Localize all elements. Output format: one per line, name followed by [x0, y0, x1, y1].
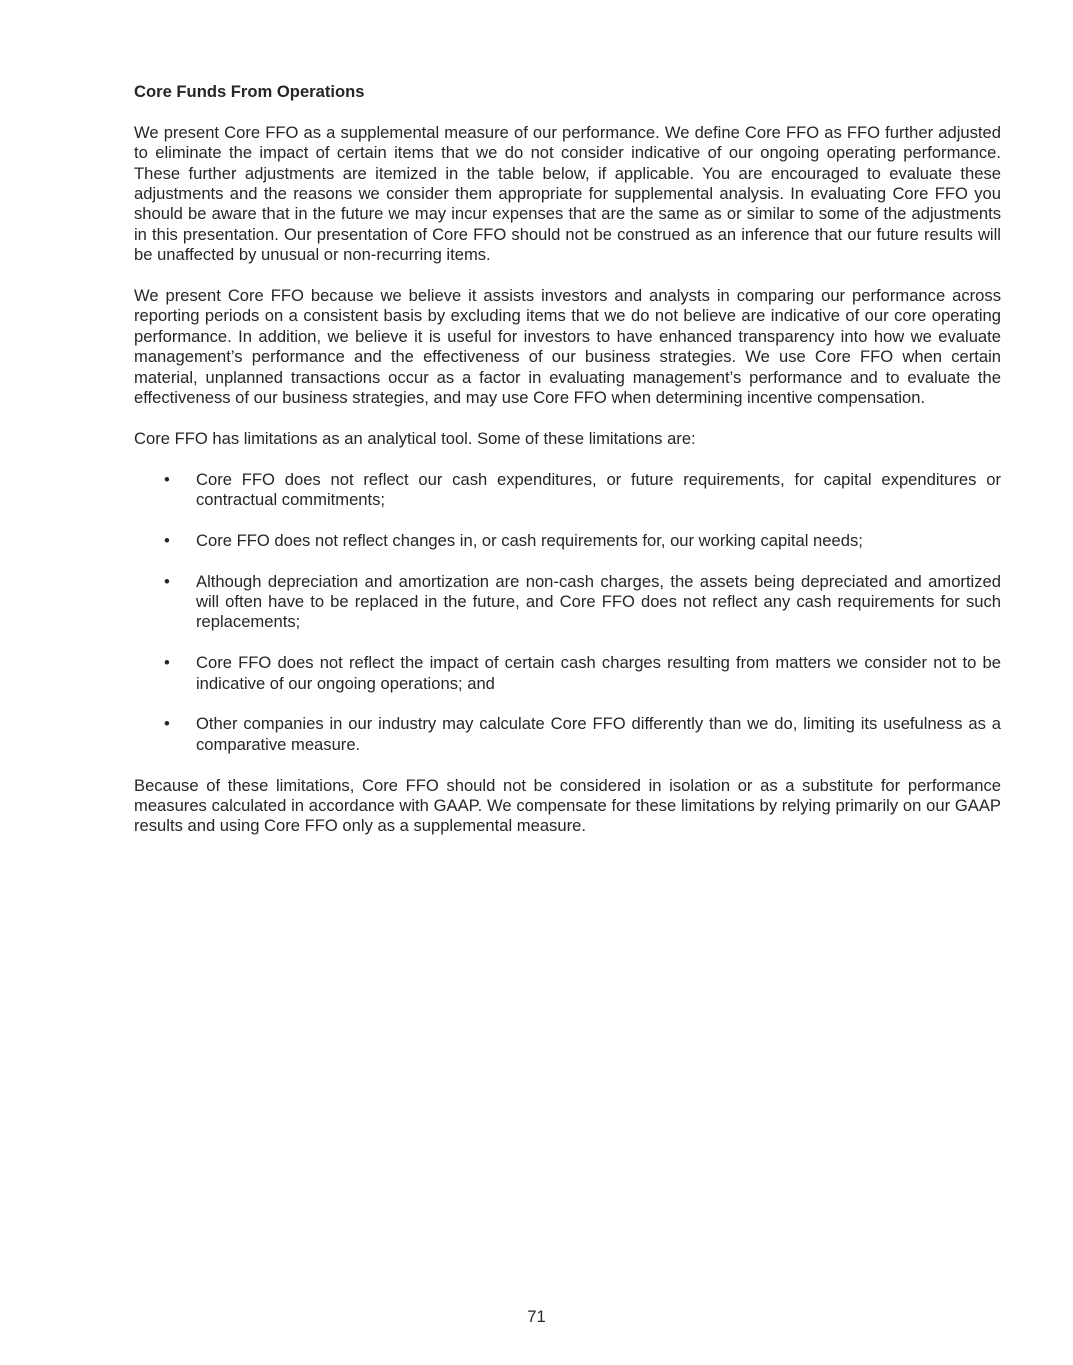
list-item-text: Core FFO does not reflect our cash expenditures, or future requirements, for capital expenditures or contractual commitments; — [196, 469, 1001, 510]
list-item — [134, 653, 1001, 694]
bullet-icon: • — [164, 530, 170, 550]
list-item — [134, 572, 1001, 633]
list-item-text: Other companies in our industry may calculate Core FFO differently than we do, limiting its usefulness as a comparative measure. — [196, 714, 1001, 754]
list-item-text: Although depreciation and amortization are non-cash charges, the assets being depreciated and amortized will often have to be replaced in the future, and Core FFO does not reflect any cash requirements for such replacements; — [196, 571, 1001, 632]
paragraph-definition: We present Core FFO as a supplemental measure of our performance. We define Core FFO as FFO further adjusted to eliminate the impact of certain items that we do not consider indicative of our ongoing operating performance. These further adjustments are itemized in the table below, if applicable. You are encouraged to evaluate these adjustments and the reasons we consider them appropriate for supplemental analysis. In evaluating Core FFO you should be aware that in the future we may incur expenses that are the same as or similar to some of the adjustments in this presentation. Our presentation of Core FFO should not be construed as an inference that our future results will be unaffected by unusual or non-recurring items. — [134, 122, 1001, 265]
paragraph-closing: Because of these limitations, Core FFO should not be considered in isolation or as a substitute for performance measures calculated in accordance with GAAP. We compensate for these limitations by relying primarily on our GAAP results and using Core FFO only as a supplemental measure. — [134, 775, 1001, 836]
bullet-icon: • — [164, 469, 170, 489]
list-item — [134, 470, 1001, 511]
bullet-icon: • — [164, 653, 170, 673]
limitations-list — [134, 470, 1001, 756]
section-heading: Core Funds From Operations — [134, 82, 365, 101]
bullet-icon: • — [164, 571, 170, 591]
list-item-text: Core FFO does not reflect changes in, or cash requirements for, our working capital needs; — [196, 530, 863, 550]
list-item — [134, 714, 1001, 755]
document-body — [134, 82, 1001, 857]
paragraph-rationale: We present Core FFO because we believe it assists investors and analysts in comparing our performance across reporting periods on a consistent basis by excluding items that we do not believe are indicative of our core operating performance. In addition, we believe it is useful for investors to have enhanced transparency into how we evaluate management’s performance and the effectiveness of our business strategies. We use Core FFO when certain material, unplanned transactions occur as a factor in evaluating management’s performance and to evaluate the effectiveness of our business strategies, and may use Core FFO when determining incentive compensation. — [134, 286, 1001, 408]
list-item-text: Core FFO does not reflect the impact of certain cash charges resulting from matters we consider not to be indicative of our ongoing operations; and — [196, 653, 1001, 693]
page-number: 71 — [527, 1307, 546, 1326]
paragraph-limitations-intro: Core FFO has limitations as an analytical tool. Some of these limitations are: — [134, 428, 696, 448]
bullet-icon: • — [164, 714, 170, 734]
list-item — [134, 531, 1001, 551]
